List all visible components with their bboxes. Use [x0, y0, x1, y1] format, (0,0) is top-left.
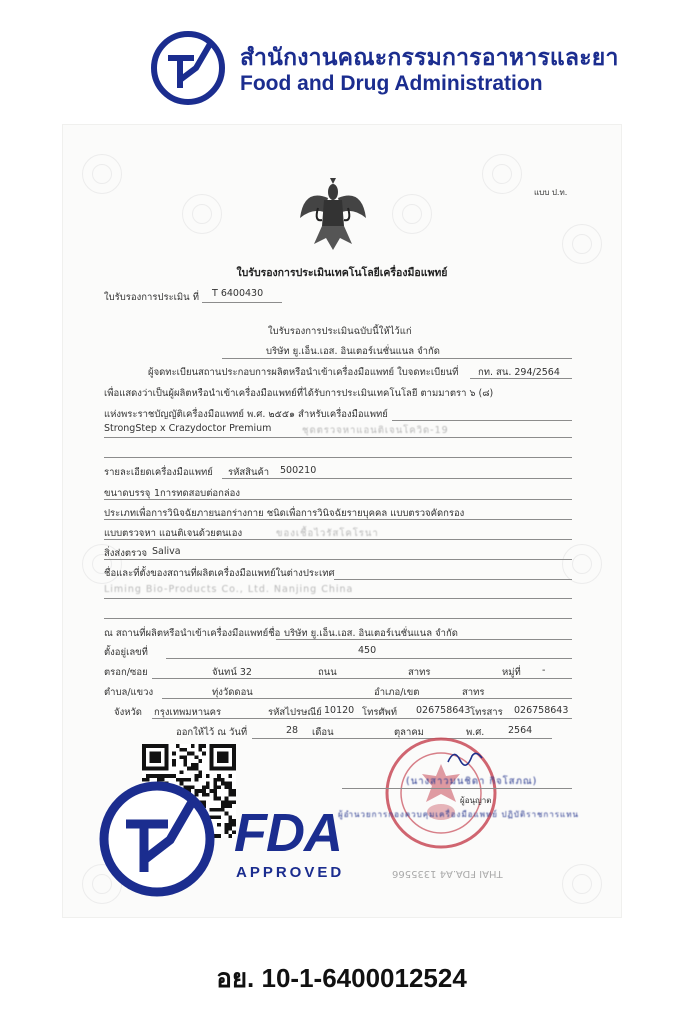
postcode-label: รหัสไปรษณีย์: [268, 707, 322, 718]
phone-value: 026758643: [416, 705, 471, 716]
site-company: บริษัท ยู.เอ็น.เอส. อินเตอร์เนชั่นแนล จำกัด: [284, 628, 458, 639]
underline: [470, 378, 572, 379]
fda-badge-text: FDA: [234, 803, 342, 863]
underline: [152, 678, 572, 679]
certificate-no-value: T 6400430: [212, 288, 264, 299]
fda-header: [150, 28, 619, 118]
underline: [152, 718, 572, 719]
underline: [104, 539, 572, 540]
phone-label: โทรศัพท์: [362, 707, 398, 718]
watermark-icon: [392, 194, 432, 234]
type-line: ประเภทเพื่อการวินิจฉัยภายนอกร่างกาย ชนิดเพื่อการวินิจฉัยรายบุคคล แบบตรวจคัดกรอง: [104, 508, 465, 519]
postcode-value: 10120: [324, 705, 355, 716]
registration-number: อย. 10-1-6400012524: [216, 963, 467, 993]
form-code: แบบ ป.ท.: [534, 188, 568, 197]
product-name-redacted: ชุดตรวจหาแอนติเจนโควิด-19: [302, 425, 449, 436]
sku-label: รหัสสินค้า: [228, 467, 270, 478]
month-value: ตุลาคม: [394, 727, 424, 738]
underline: [104, 618, 572, 619]
pack-label: ขนาดบรรจุ: [104, 488, 151, 499]
alley-value: จันทน์ 32: [212, 667, 252, 678]
agency-thai-name: สำนักงานคณะกรรมการอาหารและยา: [240, 45, 619, 71]
moo-label: หมู่ที่: [502, 667, 521, 678]
specimen-label: สิ่งส่งตรวจ: [104, 548, 148, 559]
watermark-icon: [182, 194, 222, 234]
approved-badge-text: APPROVED: [236, 864, 345, 881]
underline: [222, 358, 572, 359]
watermark-icon: [482, 154, 522, 194]
watermark-icon: [82, 154, 122, 194]
watermark-icon: [562, 864, 602, 904]
product-name: StrongStep x Crazydoctor Premium: [104, 423, 272, 434]
underline: [166, 658, 572, 659]
year-value: 2564: [508, 725, 533, 736]
underline: [202, 302, 282, 303]
alley-label: ตรอก/ซอย: [104, 667, 148, 678]
address-no-label: ตั้งอยู่เลขที่: [104, 647, 148, 658]
underline: [162, 698, 572, 699]
specimen-value: Saliva: [152, 546, 181, 557]
details-label: รายละเอียดเครื่องมือแพทย์: [104, 467, 213, 478]
road-value: สาทร: [408, 667, 431, 678]
site-label: ณ สถานที่ผลิตหรือนำเข้าเครื่องมือแพทย์ชื่อ: [104, 628, 281, 639]
fda-approved-badge: [98, 780, 360, 898]
license-value: กท. สน. 294/2564: [478, 367, 560, 378]
district-value: สาทร: [462, 687, 485, 698]
province-value: กรุงเทพมหานคร: [154, 707, 222, 718]
certificate-no-label: ใบรับรองการประเมิน ที่: [104, 292, 199, 303]
road-label: ถนน: [318, 667, 337, 678]
underline: [222, 478, 572, 479]
issued-to-label: ใบรับรองการประเมินฉบับนี้ให้ไว้แก่: [268, 326, 412, 337]
fda-circle-logo-icon: [98, 780, 216, 898]
underline: [104, 499, 572, 500]
foreign-site-redacted: Liming Bio-Products Co., Ltd. Nanjing China: [104, 584, 354, 595]
underline: [334, 579, 572, 580]
certificate-title: ใบรับรองการประเมินเทคโนโลยีเครื่องมือแพทย์: [236, 267, 448, 279]
garuda-emblem-icon: [298, 178, 368, 254]
faded-serial: THAI FDA.A4 1335566: [392, 868, 503, 879]
underline: [392, 420, 572, 421]
signer-name-redacted: (นางสาวมนชิดา กิจโสภณ): [406, 776, 538, 787]
moo-value: -: [542, 665, 546, 676]
year-label: พ.ศ.: [466, 727, 485, 738]
month-label: เดือน: [312, 727, 334, 738]
subdistrict-label: ตำบล/แขวง: [104, 687, 154, 698]
sku-value: 500210: [280, 465, 317, 476]
test-line-redacted: ของเชื้อไวรัสโคโรนา: [276, 528, 379, 539]
fda-thailand-logo-icon: [150, 30, 226, 106]
license-line: ผู้จดทะเบียนสถานประกอบการผลิตหรือนำเข้าเครื่องมือแพทย์ ใบจดทะเบียนที่: [148, 367, 459, 378]
fax-value: 026758643: [514, 705, 569, 716]
signer-title: ผู้อนุญาต: [460, 796, 492, 805]
province-label: จังหวัด: [114, 707, 142, 718]
issued-label: ออกให้ไว้ ณ วันที่: [176, 727, 248, 738]
underline: [104, 519, 572, 520]
test-line: แบบตรวจหา แอนติเจนด้วยตนเอง: [104, 528, 243, 539]
signer-role-redacted: ผู้อำนวยการกองควบคุมเครื่องมือแพทย์ ปฏิบัติราชการแทน: [338, 810, 579, 819]
watermark-icon: [562, 544, 602, 584]
watermark-icon: [562, 224, 602, 264]
underline: [342, 788, 572, 789]
act-line: แห่งพระราชบัญญัติเครื่องมือแพทย์ พ.ศ. ๒๕๕๑ สำหรับเครื่องมือแพทย์: [104, 409, 388, 420]
underline: [104, 598, 572, 599]
fax-label: โทรสาร: [470, 707, 503, 718]
underline: [104, 457, 572, 458]
signature-icon: [446, 746, 486, 768]
purpose-line: เพื่อแสดงว่าเป็นผู้ผลิตหรือนำเข้าเครื่องมือแพทย์ที่ได้รับการประเมินเทคโนโลยี ตามมาตรา ๖ (๘): [104, 388, 494, 399]
address-no-value: 450: [358, 645, 377, 656]
underline: [104, 559, 572, 560]
issued-day: 28: [286, 725, 299, 736]
underline: [104, 437, 572, 438]
underline: [276, 639, 572, 640]
subdistrict-value: ทุ่งวัดดอน: [212, 687, 253, 698]
foreign-site-label: ชื่อและที่ตั้งของสถานที่ผลิตเครื่องมือแพทย์ในต่างประเทศ: [104, 568, 335, 579]
agency-english-name: Food and Drug Administration: [240, 72, 543, 95]
pack-value: 1การทดสอบต่อกล่อง: [154, 488, 240, 499]
district-label: อำเภอ/เขต: [374, 687, 420, 698]
company-name: บริษัท ยู.เอ็น.เอส. อินเตอร์เนชั่นแนล จำกัด: [266, 346, 440, 357]
